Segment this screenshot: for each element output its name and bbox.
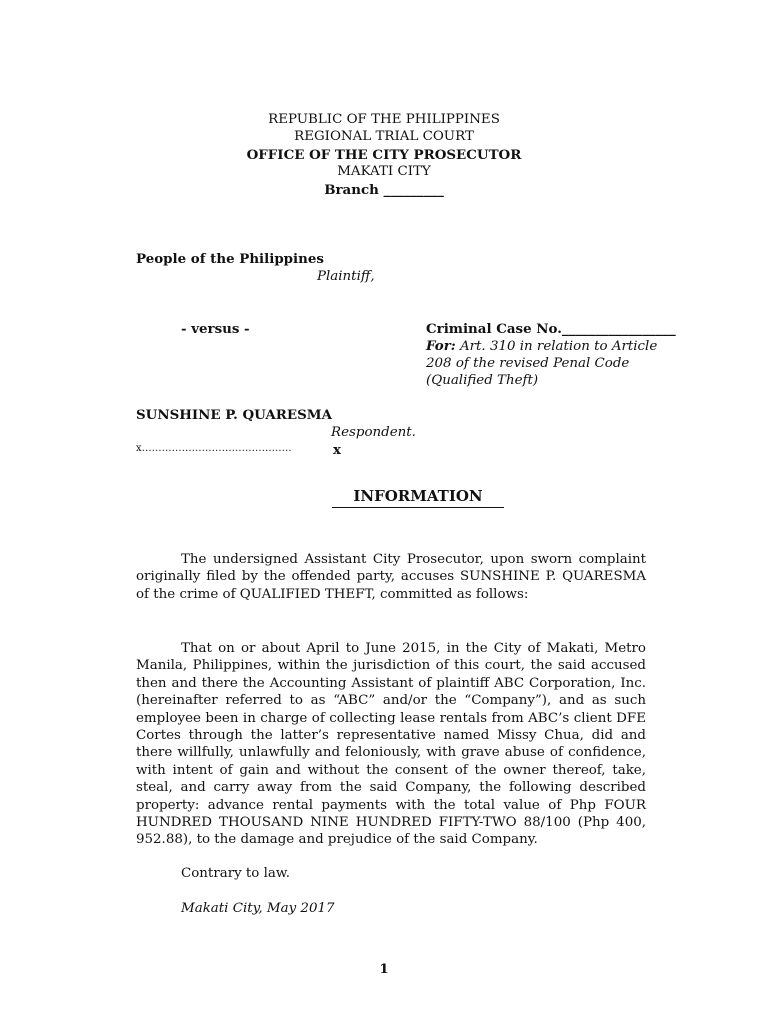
- respondent-role: Respondent.: [331, 425, 416, 440]
- case-number: Criminal Case No._________________: [426, 321, 676, 337]
- paragraph-accusation: [136, 551, 646, 603]
- page-number: 1: [379, 961, 389, 977]
- header-court: REGIONAL TRIAL COURT: [294, 129, 474, 144]
- paragraph-accusation-text: The undersigned Assistant City Prosecutor, upon sworn complaint originally filed by the offended party, accuses SUNSHINE P. QUARESMA of the crime of QUALIFIED THEFT, committed as follows:: [136, 552, 646, 602]
- document-title: INFORMATION: [353, 487, 483, 505]
- charge-line-1: [426, 337, 657, 356]
- charge-line-3: (Qualified Theft): [426, 373, 539, 388]
- versus-label: - versus -: [181, 321, 250, 337]
- charge-text-1: Art. 310 in relation to Article: [455, 339, 658, 354]
- title-underline: [332, 507, 504, 508]
- header-republic: REPUBLIC OF THE PHILIPPINES: [268, 112, 500, 127]
- place-and-date: Makati City, May 2017: [181, 901, 335, 916]
- header-office: OFFICE OF THE CITY PROSECUTOR: [246, 147, 522, 163]
- paragraph-facts: [136, 640, 646, 849]
- respondent-name: SUNSHINE P. QUARESMA: [136, 407, 332, 423]
- charge-line-2: 208 of the revised Penal Code: [426, 356, 630, 371]
- header-branch: Branch _________: [324, 182, 444, 198]
- caption-separator-dots: x………………………………………: [136, 443, 292, 454]
- for-label: For:: [426, 338, 456, 354]
- header-city: MAKATI CITY: [337, 164, 431, 179]
- contrary-to-law: Contrary to law.: [181, 866, 291, 881]
- paragraph-facts-text: That on or about April to June 2015, in the City of Makati, Metro Manila, Philippines, within the jurisdiction of this court, the said accused then and there the Accounting Assistant of plaintiff ABC Corporation, Inc. (hereinafter referred to as “ABC” and/or the “Company”), and as such employee been in charge of collecting lease rentals from ABC’s client DFE Cortes through the latter’s representative named Missy Chua, did and there willfully, unlawfully and feloniously, with grave abuse of confidence, with intent of gain and without the consent of the owner thereof, take, steal, and carry away from the said Company, the following described property: advance rental payments with the total value of Php FOUR HUNDRED THOUSAND NINE HUNDRED FIFTY-TWO 88/100 (Php 400, 952.88), to the damage and prejudice of the said Company.: [136, 641, 646, 848]
- plaintiff-name: People of the Philippines: [136, 251, 324, 267]
- plaintiff-role: Plaintiff,: [317, 269, 375, 284]
- caption-separator-x: x: [333, 442, 341, 458]
